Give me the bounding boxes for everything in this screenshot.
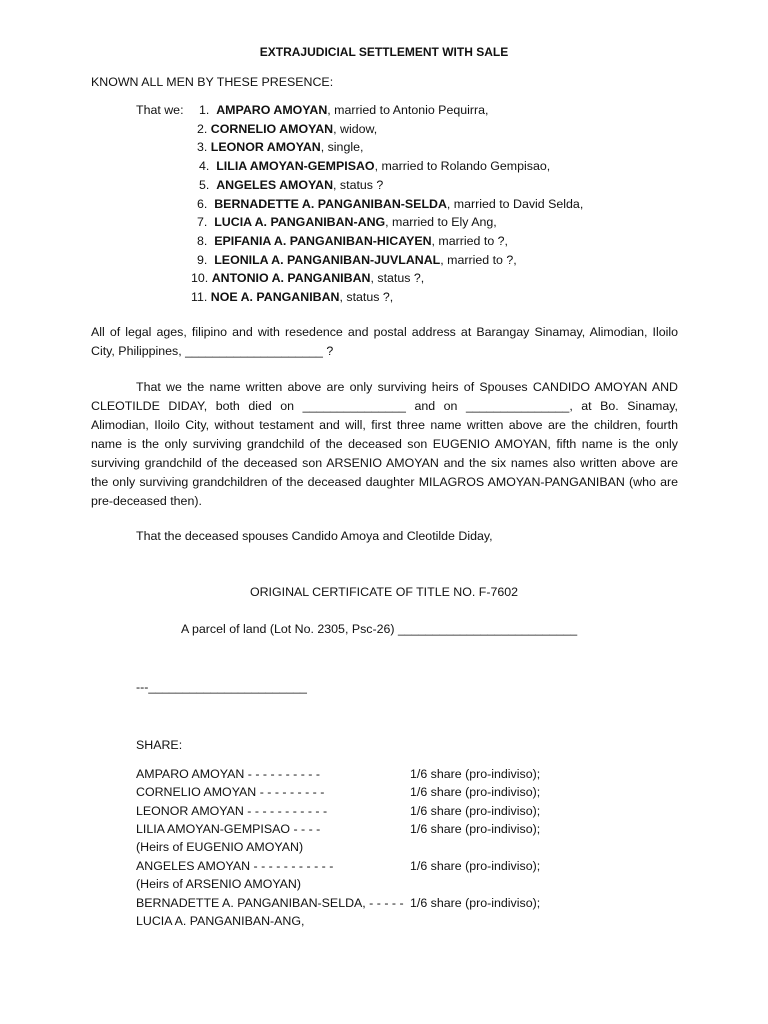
residence-paragraph: All of legal ages, filipino and with resedence and postal address at Barangay Sinamay, Alimodian, Iloilo City, Philippines, ____________________ ? bbox=[91, 325, 678, 358]
share-row-name: LUCIA A. PANGANIBAN-ANG, bbox=[136, 914, 305, 928]
heir-item-4: 4. LILIA AMOYAN-GEMPISAO, married to Rolando Gempisao, bbox=[199, 159, 551, 173]
share-row-value: 1/6 share (pro-indiviso); bbox=[410, 859, 541, 873]
parcel-line: A parcel of land (Lot No. 2305, Psc-26) __________________________ bbox=[181, 622, 578, 636]
blank-line: ---_______________________ bbox=[136, 680, 307, 694]
heir-item-8: 8. EPIFANIA A. PANGANIBAN-HICAYEN, married to ?, bbox=[197, 234, 508, 248]
heir-item-7: 7. LUCIA A. PANGANIBAN-ANG, married to Ely Ang, bbox=[197, 215, 497, 229]
heir-item-1: 1. AMPARO AMOYAN, married to Antonio Pequirra, bbox=[199, 103, 489, 117]
heirs-paragraph: That we the name written above are only surviving heirs of Spouses CANDIDO AMOYAN AND CLEOTILDE DIDAY, both died on _______________ and on _______________, at Bo. Sinamay, Alimodian, Iloilo City, without testament and will, first three name written above are the children, fourth name is the only surviving grandchild of the deceased son EUGENIO AMOYAN, fifth name is the only surviving grandchild of the deceased son ARSENIO AMOYAN and the six names also written above are the only surviving grandchildren of the deceased daughter MILAGROS AMOYAN-PANGANIBAN (who are pre-deceased then). bbox=[91, 380, 678, 508]
known-all-men-line: KNOWN ALL MEN BY THESE PRESENCE: bbox=[91, 75, 334, 89]
share-heading: SHARE: bbox=[136, 738, 183, 752]
heir-item-6: 6. BERNADETTE A. PANGANIBAN-SELDA, married to David Selda, bbox=[197, 197, 584, 211]
heir-item-3: 3. LEONOR AMOYAN, single, bbox=[197, 140, 364, 154]
share-row-value: 1/6 share (pro-indiviso); bbox=[410, 785, 541, 799]
that-we-label: That we: bbox=[136, 103, 184, 117]
share-row-note: (Heirs of ARSENIO AMOYAN) bbox=[136, 877, 302, 891]
document-title: EXTRAJUDICIAL SETTLEMENT WITH SALE bbox=[259, 45, 509, 59]
heir-item-11: 11. NOE A. PANGANIBAN, status ?, bbox=[191, 290, 394, 304]
share-row-note: (Heirs of EUGENIO AMOYAN) bbox=[136, 840, 304, 854]
share-row-value: 1/6 share (pro-indiviso); bbox=[410, 896, 541, 910]
share-row-value: 1/6 share (pro-indiviso); bbox=[410, 804, 541, 818]
share-row-name: BERNADETTE A. PANGANIBAN-SELDA, - - - - - bbox=[136, 896, 404, 910]
heir-item-2: 2. CORNELIO AMOYAN, widow, bbox=[197, 122, 378, 136]
share-row-name: CORNELIO AMOYAN - - - - - - - - - bbox=[136, 785, 325, 799]
share-row-value: 1/6 share (pro-indiviso); bbox=[410, 767, 541, 781]
heir-item-5: 5. ANGELES AMOYAN, status ? bbox=[199, 178, 384, 192]
deceased-spouses-paragraph: That the deceased spouses Candido Amoya and Cleotilde Diday, bbox=[136, 529, 493, 543]
heir-item-9: 9. LEONILA A. PANGANIBAN-JUVLANAL, married to ?, bbox=[197, 253, 517, 267]
share-row-name: ANGELES AMOYAN - - - - - - - - - - - bbox=[136, 859, 334, 873]
share-row-value: 1/6 share (pro-indiviso); bbox=[410, 822, 541, 836]
certificate-title-heading: ORIGINAL CERTIFICATE OF TITLE NO. F-7602 bbox=[249, 585, 519, 599]
share-row-name: LILIA AMOYAN-GEMPISAO - - - - bbox=[136, 822, 321, 836]
share-row-name: LEONOR AMOYAN - - - - - - - - - - - bbox=[136, 804, 328, 818]
heir-item-10: 10. ANTONIO A. PANGANIBAN, status ?, bbox=[191, 271, 425, 285]
share-row-name: AMPARO AMOYAN - - - - - - - - - - bbox=[136, 767, 321, 781]
